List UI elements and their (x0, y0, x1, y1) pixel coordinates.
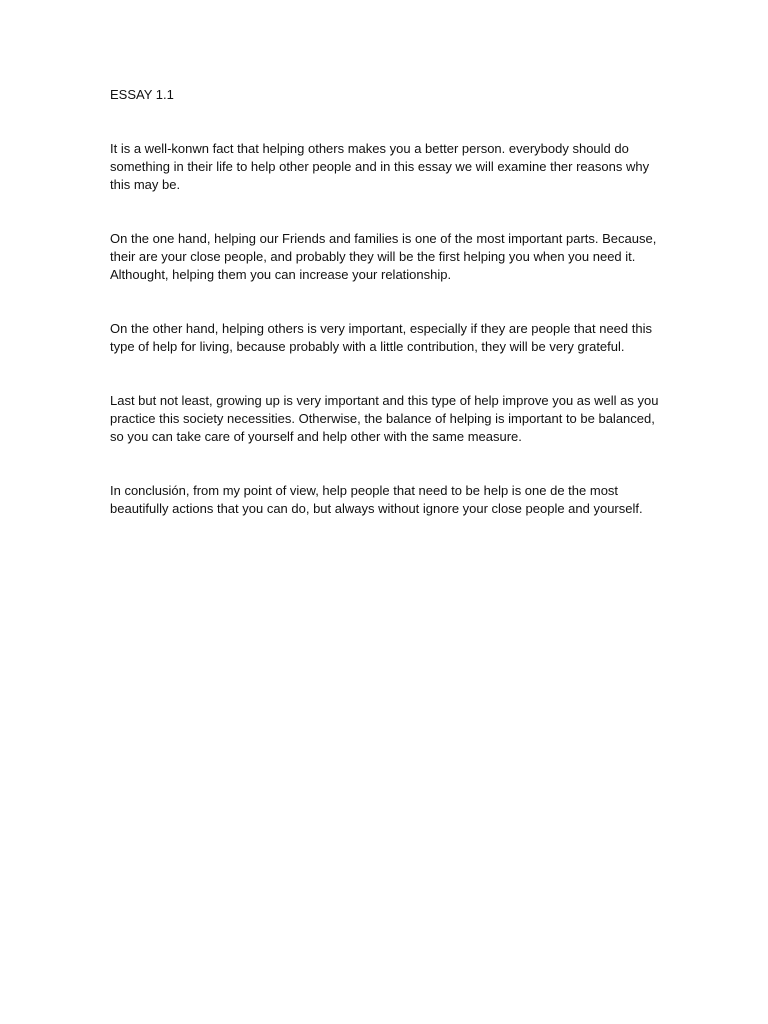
paragraph-body-2: On the other hand, helping others is very important, especially if they are people that need this type of help for living, because probably with a little contribution, they will be very grateful. (110, 321, 652, 354)
document-body (110, 86, 670, 554)
paragraph-conclusion: In conclusión, from my point of view, help people that need to be help is one de the most beautifully actions that you can do, but always without ignore your close people and yourself. (110, 483, 643, 516)
essay-title: ESSAY 1.1 (110, 87, 174, 102)
paragraph-body-3: Last but not least, growing up is very important and this type of help improve you as well as you practice this society necessities. Otherwise, the balance of helping is important to be balanced, so you can take care of yourself and help other with the same measure. (110, 393, 659, 444)
paragraph-body-1: On the one hand, helping our Friends and families is one of the most important parts. Because, their are your close people, and probably they will be the first helping you when you need it. Althought, helping them you can increase your relationship. (110, 231, 657, 282)
paragraph-introduction: It is a well-konwn fact that helping others makes you a better person. everybody should do something in their life to help other people and in this essay we will examine ther reasons why this may be. (110, 141, 650, 192)
